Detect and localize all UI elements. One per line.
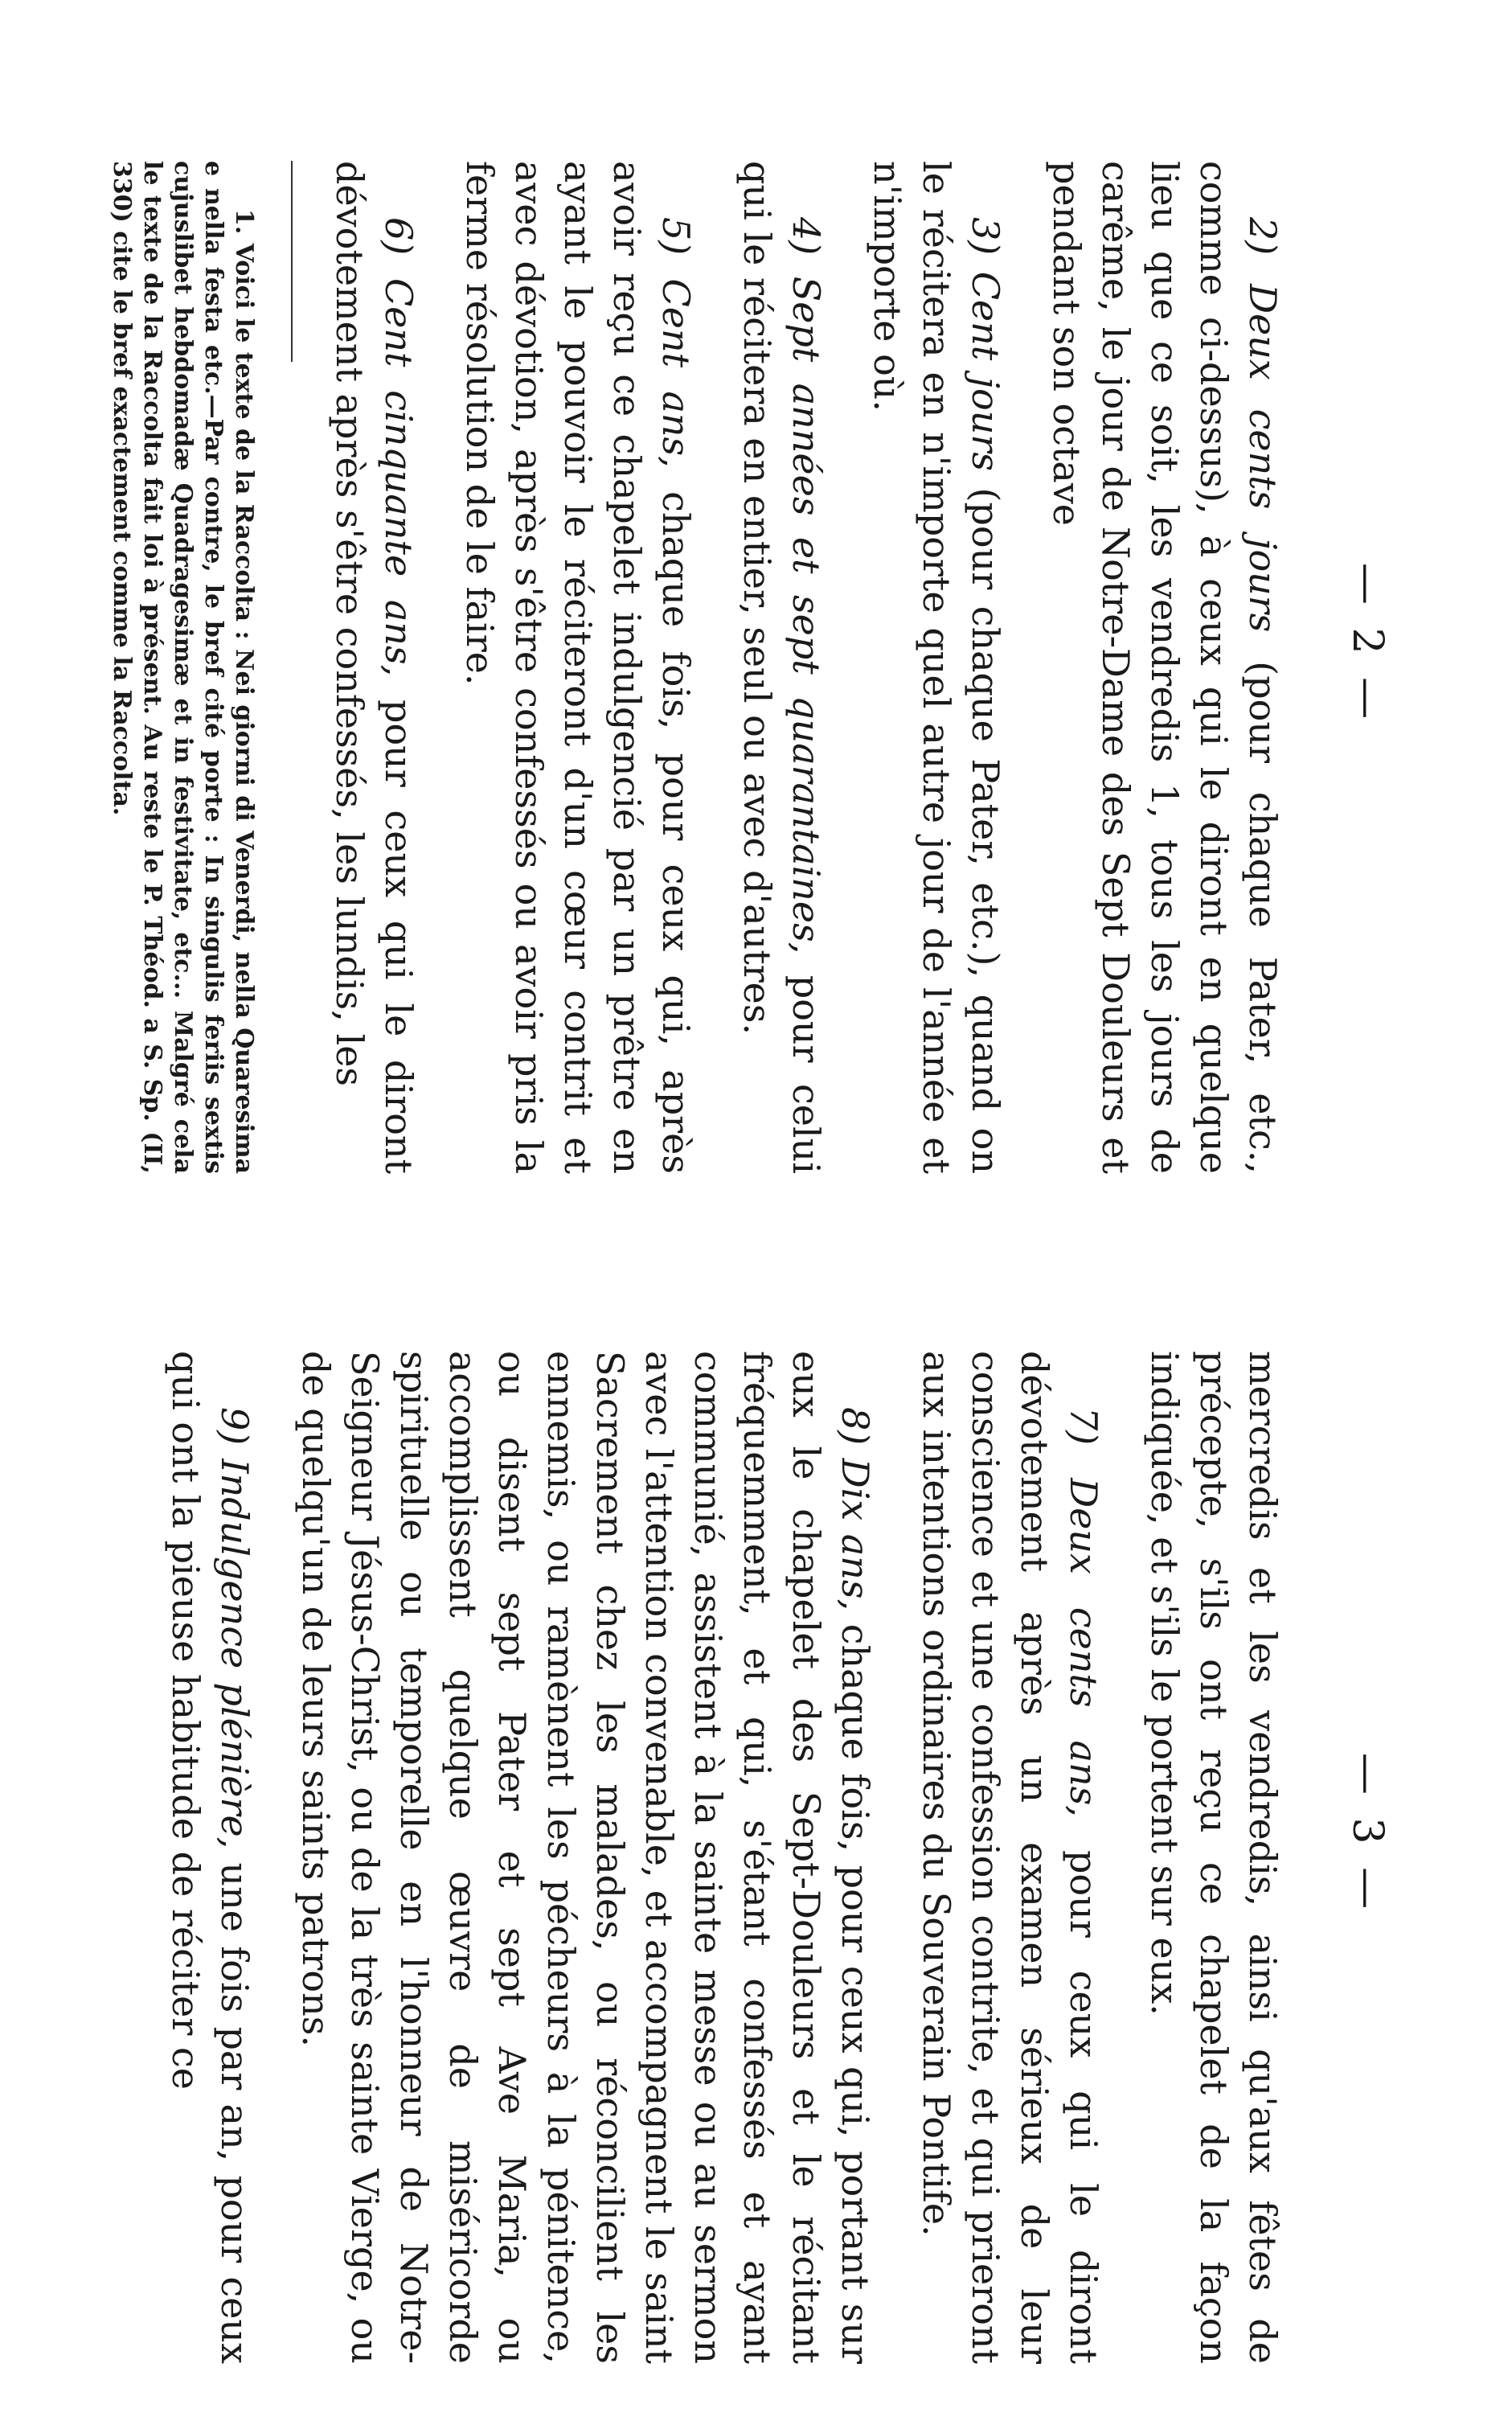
- page-number-left: — 2 —: [1343, 562, 1391, 724]
- left-page-body: [82, 161, 1287, 1174]
- paragraph: [1042, 161, 1287, 1174]
- paragraph-text: pour ceux qui le diront dévotement après un examen sérieux de leur conscience et une confession contrite, et qui prieront aux intentions ordinaires du Souverain Pontife.: [915, 1351, 1105, 2365]
- paragraph-text: (pour chaque Pater, etc.), quand on le récitera en n'importe quel autre jour de l'année et n'importe où.: [866, 161, 1007, 1175]
- paragraph: [863, 161, 1010, 1174]
- paragraph: [1140, 1351, 1287, 2364]
- paragraph-lead: 9) Indulgence plénière,: [213, 1407, 256, 1849]
- paragraph: [325, 161, 423, 1174]
- paragraph: [291, 1351, 879, 2364]
- paragraph-text: une fois par an, pour ceux qui ont la pieuse habitude de réciter ce: [164, 1351, 256, 2364]
- right-page: [0, 1278, 1512, 2388]
- paragraph: [912, 1351, 1108, 2364]
- paragraph-text: chaque fois, pour ceux qui, portant sur eux le chapelet des Sept-Douleurs et le récitant fréquemment, et qui, s'étant confessés et ayant communié, assistent à la sainte messe ou au sermon avec l'attention convenable, et accompagnent le saint Sacrement chez les malades, ou réconcilient les ennemis, ou ramènent les pécheurs à la pénitence, ou disent sept Pater et sept Ave Maria, ou accomplissent quelque œuvre de miséricorde spirituelle ou temporelle en l'honneur de Notre-Seigneur Jésus-Christ, ou de la très sainte Vierge, ou de quelqu'un de leurs saints patrons.: [294, 1351, 877, 2364]
- paragraph-lead: 8) Dix ans,: [834, 1407, 877, 1611]
- right-page-body: [129, 1351, 1287, 2364]
- paragraph-text: mercredis et les vendredis, ainsi qu'aux fêtes de précepte, s'ils ont reçu ce chapelet de la façon indiquée, et s'ils le portent sur eux.: [1143, 1351, 1285, 2364]
- paragraph: [455, 161, 700, 1174]
- paragraph-lead: 3) Cent jours: [964, 217, 1007, 471]
- footnote: 1. Voici le texte de la Raccolta : Nei giorni di Venerdi, nella Quaresima e nella festa etc.—Par contre, le bref cité porte : In singulis feriis sextis cujuslibet hebdomadæ Quadragesimæ et in festivitate, etc... Malgré cela le texte de la Raccolta fait loi à présent. Au reste le P. Théod. a S. Sp. (II, 330) cite le bref exactement comme la Raccolta.: [108, 161, 258, 1174]
- paragraph-lead: 5) Cent ans,: [654, 217, 698, 468]
- paragraph-text: chaque fois, pour ceux qui, après avoir reçu ce chapelet indulgencié par un prêtre en ayant le pouvoir le réciteront d'un cœur contrit et avec dévotion, après s'être confessés ou avoir pris la ferme résolution de le faire.: [458, 161, 698, 1174]
- page-number-right: — 3 —: [1343, 1752, 1391, 1914]
- paragraph: [732, 161, 830, 1174]
- paragraph-lead: 6) Cent cinquante ans,: [377, 217, 420, 677]
- footnote-rule: [283, 161, 293, 362]
- paragraph-text: pour ceux qui le diront dévotement après s'être confessés, les lundis, les: [328, 161, 420, 1174]
- paragraph-lead: 7) Deux cents ans,: [1062, 1407, 1105, 1817]
- paragraph-text: (pour chaque Pater, etc., comme ci-dessus), à ceux qui le diront en quelque lieu que ce soit, les vendredis 1, tous les jours de carême, le jour de Notre-Dame des Sept Douleurs et pendant son octave: [1045, 161, 1285, 1174]
- left-page: [0, 88, 1512, 1198]
- paragraph-lead: 4) Sept années et sept quarantaines,: [785, 217, 828, 954]
- paragraph: [161, 1351, 259, 2364]
- paragraph-text: pour celui qui le récitera en entier, seul ou avec d'autres.: [736, 161, 828, 1174]
- paragraph-lead: 2) Deux cents jours: [1241, 217, 1285, 633]
